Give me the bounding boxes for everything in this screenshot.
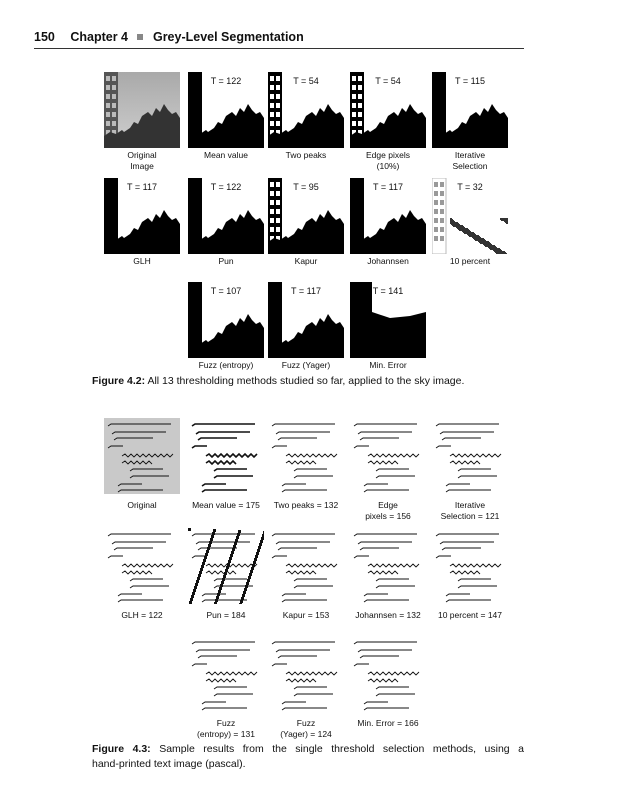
text-threshold-image xyxy=(188,528,264,604)
text-threshold-image xyxy=(350,528,426,604)
threshold-value-label: T = 117 xyxy=(291,286,321,296)
method-label: Min. Error xyxy=(369,360,407,370)
threshold-value-label: T = 95 xyxy=(293,182,319,192)
figure-4-2-caption-label: Figure 4.2: xyxy=(92,375,146,387)
chapter-title: Grey-Level Segmentation xyxy=(152,30,304,44)
method-result-label: Iterative Selection = 121 xyxy=(440,500,500,521)
text-threshold-image xyxy=(268,418,344,494)
method-label: Kapur xyxy=(294,256,318,266)
method-result-label: Pun = 184 xyxy=(206,610,246,620)
separator-square-icon xyxy=(137,34,143,40)
threshold-value-label: T = 54 xyxy=(293,76,319,86)
threshold-value-label: T = 141 xyxy=(372,286,404,296)
method-label: Johannsen xyxy=(367,256,409,266)
text-threshold-image xyxy=(350,418,426,494)
threshold-value-label: T = 54 xyxy=(375,76,401,86)
text-threshold-image xyxy=(268,636,344,712)
method-label: GLH xyxy=(133,256,151,266)
page-number: 150 xyxy=(34,30,55,44)
method-result-label: Mean value = 175 xyxy=(192,500,260,510)
method-result-label: Fuzz (Yager) = 124 xyxy=(280,718,332,739)
figure-4-3-caption-label: Figure 4.3: xyxy=(92,743,151,755)
text-threshold-image xyxy=(432,528,508,604)
method-result-label: 10 percent = 147 xyxy=(437,610,503,620)
method-label: Two peaks xyxy=(285,150,327,160)
method-result-label: Edge pixels = 156 xyxy=(365,500,411,521)
sky-threshold-image xyxy=(268,72,344,148)
sky-threshold-image xyxy=(188,282,264,358)
figure-4-3-caption-text-1: Sample results from the single threshold selection methods, using a xyxy=(159,743,524,755)
sky-threshold-image xyxy=(268,178,344,254)
method-result-label: Two peaks = 132 xyxy=(273,500,339,510)
running-header xyxy=(34,30,524,49)
sky-threshold-image xyxy=(104,178,180,254)
threshold-value-label: T = 115 xyxy=(455,76,485,86)
figure-4-3-caption xyxy=(92,742,524,772)
method-label: Fuzz (Yager) xyxy=(281,360,331,370)
threshold-value-label: T = 107 xyxy=(210,286,242,296)
threshold-value-label: T = 117 xyxy=(373,182,403,192)
figure-4-3-caption-text-2: hand-printed text image (pascal). xyxy=(92,758,246,770)
text-threshold-image xyxy=(432,418,508,494)
text-threshold-image xyxy=(350,636,426,712)
method-result-label: Johannsen = 132 xyxy=(355,610,421,620)
text-threshold-image xyxy=(268,528,344,604)
text-threshold-image xyxy=(104,528,180,604)
method-label: 10 percent xyxy=(449,256,491,266)
method-result-label: Fuzz (entropy) = 131 xyxy=(197,718,255,739)
sky-threshold-image xyxy=(104,72,180,148)
text-threshold-image xyxy=(104,418,180,494)
sky-threshold-image xyxy=(432,178,508,254)
chapter-label: Chapter 4 xyxy=(70,30,128,44)
threshold-value-label: T = 32 xyxy=(457,182,483,192)
text-threshold-image xyxy=(188,636,264,712)
method-result-label: GLH = 122 xyxy=(121,610,163,620)
method-result-label: Kapur = 153 xyxy=(282,610,330,620)
method-label: Pun xyxy=(218,256,234,266)
method-label: Mean value xyxy=(204,150,248,160)
text-threshold-image xyxy=(188,418,264,494)
threshold-value-label: T = 122 xyxy=(210,76,242,86)
sky-threshold-image xyxy=(432,72,508,148)
sky-threshold-image xyxy=(350,178,426,254)
threshold-value-label: T = 117 xyxy=(127,182,157,192)
sky-threshold-image xyxy=(350,72,426,148)
method-result-label: Original xyxy=(127,500,157,510)
sky-threshold-image xyxy=(188,178,264,254)
method-label: Edge pixels (10%) xyxy=(366,150,410,171)
sky-threshold-image xyxy=(188,72,264,148)
method-label: Fuzz (entropy) xyxy=(198,360,254,370)
figure-4-2-caption xyxy=(92,374,464,389)
method-label: Original Image xyxy=(127,150,157,171)
sky-threshold-image xyxy=(350,282,426,358)
method-result-label: Min. Error = 166 xyxy=(357,718,419,728)
sky-threshold-image xyxy=(268,282,344,358)
figure-4-2-caption-text: All 13 thresholding methods studied so far, applied to the sky image. xyxy=(147,375,465,387)
threshold-value-label: T = 122 xyxy=(210,182,242,192)
method-label: Iterative Selection xyxy=(452,150,488,171)
